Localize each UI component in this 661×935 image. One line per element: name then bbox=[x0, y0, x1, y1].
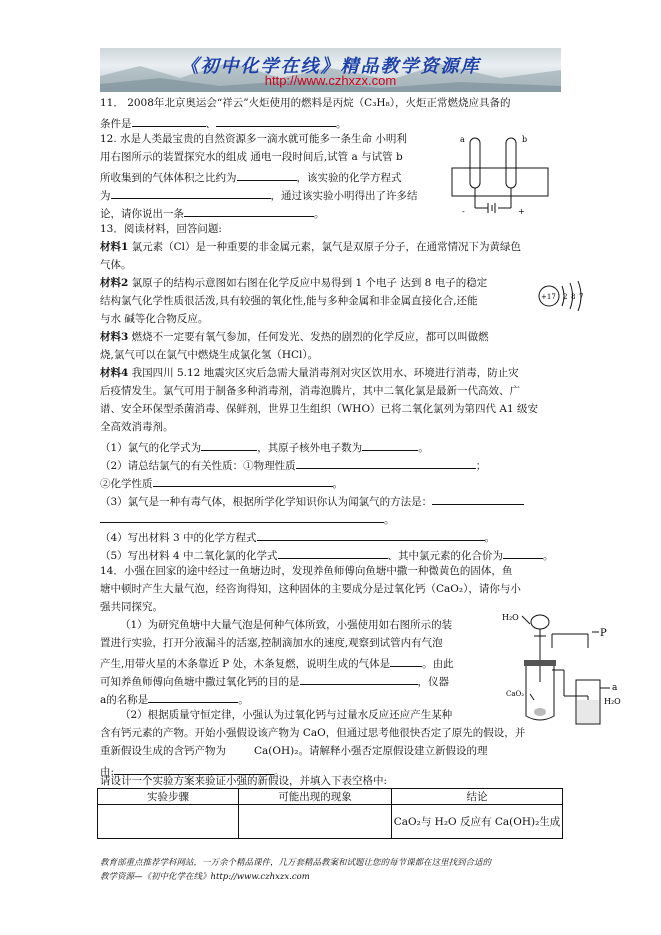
chlorine-atom-diagram bbox=[536, 278, 586, 314]
q13-answer3b: 。 bbox=[100, 511, 395, 527]
q14-p2-line2: 含有钙元素的产物。开始小强假设该产物为 CaO，但通过思考他很快否定了原先的假设，并 bbox=[100, 727, 526, 739]
table-header-row bbox=[98, 789, 563, 805]
water2-label: H₂O bbox=[604, 697, 621, 706]
table-row bbox=[98, 805, 563, 839]
tube-b-label: b bbox=[522, 135, 528, 144]
shell3-label: 7 bbox=[579, 293, 584, 301]
m4-line3: 谱、安全环保型杀菌消毒、保鲜剂，世界卫生组织（WHO）已将二氧化氯列为第四代 A1 级安 bbox=[100, 403, 538, 415]
q13-answer5: （5）写出材料 4 中二氧化氯的化学式 、其中氯元素的化合价为 。 bbox=[100, 547, 554, 563]
m4-line4: 全高效消毒剂。 bbox=[100, 421, 174, 433]
q14-p2-line1: （2）根据质量守恒定律，小强认为过氧化钙与过量水反应还应产生某种 bbox=[120, 709, 453, 721]
header-banner bbox=[100, 48, 561, 92]
q11-line1: 11． 2008年北京奥运会“祥云”火炬使用的燃料是丙烷（C₃H₈），火炬正常燃烧应具备的 bbox=[100, 97, 511, 109]
q12-line3: 所收集到的气体体积之比约为 ，该实验的化学方程式 bbox=[100, 169, 402, 185]
table-header: 可能出现的现象 bbox=[239, 789, 392, 805]
q13-answer1: （1）氯气的化学式为 ，其原子核外电子数为 。 bbox=[100, 439, 429, 455]
m4-line2: 后疫情发生。氯气可用于制备多种消毒剂，消毒泡腾片，其中二氧化氯是最新一代高效、广 bbox=[100, 385, 520, 397]
electrolysis-apparatus-figure bbox=[448, 130, 552, 216]
q14-p1-line5: a的名称是 。 bbox=[100, 691, 249, 707]
q14-p2-line3: 重新假设生成的含钙产物为 Ca(OH)₂。请解释小强否定原假设建立新假设的理 bbox=[100, 745, 488, 757]
footer-line1: 教育部重点推荐学科网站，一万余个精品课件，几万套精品教案和试题让您的每节课都在这里找到合适的 bbox=[100, 858, 492, 868]
q12-line4: 为 ，通过该实验小明得出了许多结 bbox=[100, 187, 418, 203]
shell1-label: 2 bbox=[563, 293, 568, 301]
m1-line1: 材料1 氯元素（Cl）是一种重要的非金属元素，氯气是双原子分子，在通常情况下为黄绿色 bbox=[100, 241, 522, 253]
p-label: P bbox=[600, 628, 607, 639]
table-cell-phenomenon[interactable] bbox=[239, 805, 392, 839]
experiment-table bbox=[97, 788, 563, 839]
q12-line2: 用右图所示的装置探究水的组成 通电一段时间后,试管 a 与试管 b bbox=[100, 151, 403, 163]
tube-a-label: a bbox=[460, 135, 465, 144]
q13-answer2a: （2）请总结氯气的有关性质：①物理性质 ； bbox=[100, 457, 486, 473]
q13-answer3: （3）氯气是一种有毒气体，根据所学化学知识你认为闻氯气的方法是： bbox=[100, 493, 524, 509]
q14-p1-line3: 产生,用带火星的木条靠近 P 处，木条复燃，说明生成的气体是 。由此 bbox=[100, 655, 454, 671]
shell2-label: 8 bbox=[571, 293, 576, 301]
m2-line1: 材料2 氯原子的结构示意图如右图在化学反应中易得到 1 个电子 达到 8 电子的稳定 bbox=[100, 277, 488, 289]
water-label: H₂O bbox=[502, 613, 519, 622]
m1-line2: 气体。 bbox=[100, 259, 132, 271]
table-cell-step[interactable] bbox=[98, 805, 239, 839]
table-header: 结论 bbox=[392, 789, 563, 805]
q13-intro: 13．阅读材料，回答问题: bbox=[100, 223, 222, 235]
m3-line1: 材料3 燃烧不一定要有氧气参加，任何发光、发热的剧烈的化学反应，都可以叫做燃 bbox=[100, 331, 489, 343]
pos-label: - bbox=[462, 207, 465, 216]
q14-p1-line1: （1）为研究鱼塘中大量气泡是何种气体所致，小强使用如右图所示的装 bbox=[120, 619, 453, 631]
table-cell-conclusion: CaO₂与 H₂O 反应有 Ca(OH)₂生成 bbox=[392, 805, 563, 839]
q12-line1: 12. 水是人类最宝贵的自然资源多一滴水就可能多一条生命 小明利 bbox=[100, 133, 407, 145]
q11-line2: 条件是 、 。 bbox=[100, 115, 347, 131]
q14-p1-line4: 可知养鱼师傅向鱼塘中撒过氧化钙的目的是 ，仪器 bbox=[100, 673, 449, 689]
q14-line2: 塘中顿时产生大量气泡，经咨询得知，这种固体的主要成分是过氧化钙（CaO₂），请你与小 bbox=[100, 583, 521, 595]
nucleus-label: +17 bbox=[541, 293, 556, 301]
q14-table-intro: 请设计一个实验方案来验证小强的新假设，并填入下表空格中: bbox=[100, 775, 388, 787]
q14-p1-line2: 置进行实验，打开分液漏斗的活塞,控制滴加水的速度,观察到试管内有气泡 bbox=[100, 637, 443, 649]
q14-line1: 14．小强在回家的途中经过一鱼塘边时，发现养鱼师傅向鱼塘中撒一种微黄色的固体，鱼 bbox=[100, 565, 513, 577]
q12-line5: 论，请你说出一条 。 bbox=[100, 205, 325, 221]
q14-p2-line4: 由: 。 bbox=[100, 763, 285, 779]
footer-line2: 教学资源—《初中化学在线》http://www.czhxzx.com bbox=[100, 872, 310, 882]
instrument-a-label: a bbox=[612, 683, 618, 693]
m3-line2: 烧,氯气可以在氯气中燃烧生成氯化氢（HCl）。 bbox=[100, 349, 319, 361]
m2-line3: 与水 碱等化合物反应。 bbox=[100, 313, 209, 325]
banner-title: 《初中化学在线》精品教学资源库 bbox=[180, 56, 481, 77]
q13-answer2b: ②化学性质 。 bbox=[100, 475, 343, 491]
oxygen-generation-apparatus bbox=[500, 604, 630, 730]
neg-label: + bbox=[518, 207, 525, 216]
banner-url[interactable]: http://www.czhxzx.com bbox=[264, 73, 397, 88]
m4-line1: 材料4 我国四川 5.12 地震灾区灾后急需大量消毒剂对灾区饮用水、环境进行消毒，防止灾 bbox=[100, 367, 519, 379]
cao2-label: CaO₂ bbox=[506, 690, 525, 698]
q13-answer4: （4）写出材料 3 中的化学方程式 。 bbox=[100, 529, 495, 545]
table-header: 实验步骤 bbox=[98, 789, 239, 805]
q14-line3: 强共同探究。 bbox=[100, 601, 163, 613]
m2-line2: 结构氯气化学性质很活泼,具有较强的氧化性,能与多种金属和非金属直接化合,还能 bbox=[100, 295, 478, 307]
